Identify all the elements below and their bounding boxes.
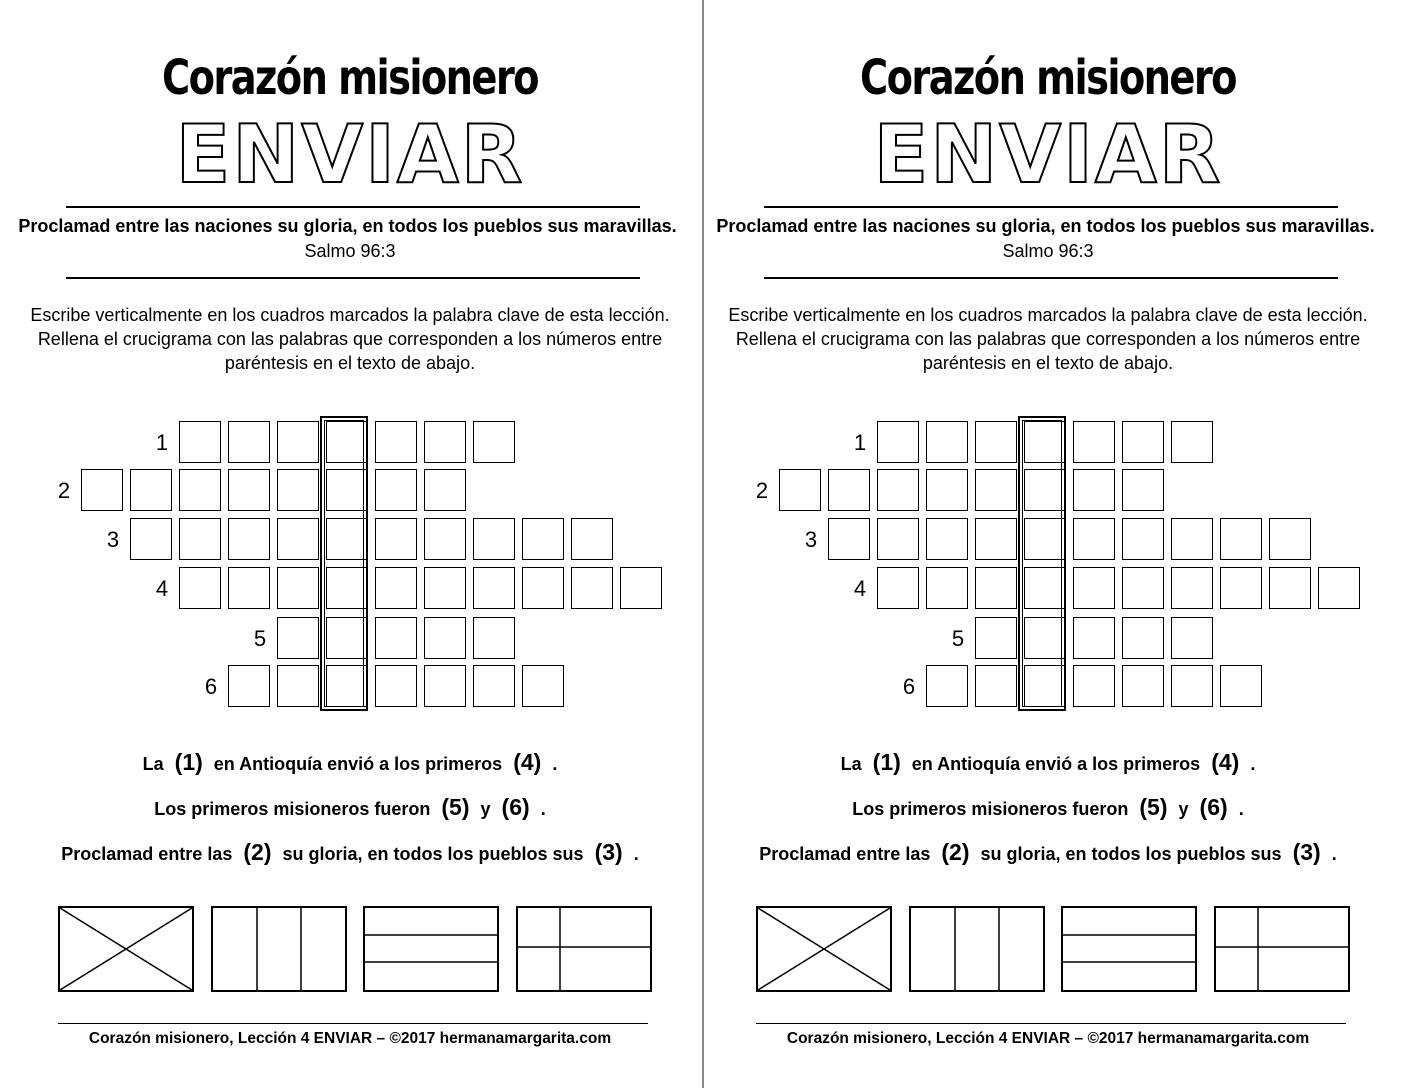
keyword-outline: ENVIAR (175, 108, 525, 201)
crossword-cell[interactable] (828, 469, 870, 511)
instructions-text: Escribe verticalmente en los cuadros marcados la palabra clave de esta lección. Rellena el crucigrama con las palabras que corresponden a los números entre paréntesis en el texto de abajo. (30, 305, 670, 373)
crossword-cell[interactable] (179, 567, 221, 609)
crossword-cell[interactable] (926, 469, 968, 511)
verse-text: Proclamad entre las naciones su gloria, en todos los pueblos sus maravillas. (716, 216, 1375, 236)
crossword-cell[interactable] (1122, 617, 1164, 659)
crossword-cell[interactable] (277, 421, 319, 463)
crossword-cell[interactable] (277, 617, 319, 659)
crossword-cell[interactable] (571, 518, 613, 560)
clue-number: 6 (204, 674, 218, 699)
verse-reference: Salmo 96:3 (1002, 241, 1094, 261)
clue-sentence (698, 749, 1398, 776)
keyword-outline: ENVIAR (873, 108, 1223, 201)
sentence-before: Los primeros misioneros fueron (852, 799, 1129, 819)
sentence-middle: su gloria, en todos los pueblos sus (980, 844, 1282, 864)
sentence-ref1: (1) (872, 749, 901, 775)
crossword-cell[interactable] (975, 421, 1017, 463)
crossword-cell[interactable] (828, 518, 870, 560)
crossword-cell[interactable] (228, 518, 270, 560)
crossword-cell[interactable] (779, 469, 821, 511)
sentence-ref1: (2) (243, 839, 272, 865)
flag-x-cross[interactable] (756, 906, 892, 992)
sentence-after: . (1331, 844, 1337, 864)
clue-number: 5 (253, 626, 267, 651)
clue-sentence (698, 839, 1398, 866)
instructions (0, 303, 700, 375)
crossword-cell[interactable] (975, 567, 1017, 609)
sentence-ref1: (1) (174, 749, 203, 775)
sentence-after: . (1238, 799, 1244, 819)
crossword-cell[interactable] (522, 567, 564, 609)
clue-sentence (0, 839, 700, 866)
sentence-before: Proclamad entre las (759, 844, 931, 864)
crossword-cell[interactable] (375, 421, 417, 463)
crossword-cell[interactable] (179, 518, 221, 560)
crossword-cell[interactable] (926, 567, 968, 609)
footer: Corazón misionero, Lección 4 ENVIAR – ©2017 hermanamargarita.com (786, 1030, 1310, 1047)
sentence-ref2: (4) (513, 749, 542, 775)
footer-rule (756, 1023, 1346, 1024)
crossword-cell[interactable] (375, 617, 417, 659)
sentence-before: Los primeros misioneros fueron (154, 799, 431, 819)
crossword-cell[interactable] (877, 518, 919, 560)
clue-sentence (698, 794, 1398, 821)
crossword-cell[interactable] (277, 518, 319, 560)
crossword-cell[interactable] (975, 518, 1017, 560)
flag-three-horizontal[interactable] (1061, 906, 1197, 992)
crossword-cell[interactable] (1171, 567, 1213, 609)
sentence-before: La (142, 754, 164, 774)
crossword-cell[interactable] (473, 665, 515, 707)
sentence-ref1: (5) (1139, 794, 1168, 820)
clue-number: 2 (755, 478, 769, 503)
crossword-cell[interactable] (1220, 665, 1262, 707)
flag-nordic-cross[interactable] (1214, 906, 1350, 992)
flag-three-horizontal[interactable] (363, 906, 499, 992)
crossword-cell[interactable] (1073, 469, 1115, 511)
clue-number: 5 (951, 626, 965, 651)
crossword-cell[interactable] (1073, 421, 1115, 463)
sentence-ref2: (3) (1292, 839, 1321, 865)
crossword-cell[interactable] (277, 665, 319, 707)
instructions (698, 303, 1398, 375)
verse-reference: Salmo 96:3 (304, 241, 396, 261)
crossword-cell[interactable] (473, 518, 515, 560)
crossword-cell[interactable] (1318, 567, 1360, 609)
verse (0, 214, 700, 264)
crossword-cell[interactable] (228, 567, 270, 609)
crossword-cell[interactable] (1171, 518, 1213, 560)
instructions-text: Escribe verticalmente en los cuadros marcados la palabra clave de esta lección. Rellena el crucigrama con las palabras que corresponden a los números entre paréntesis en el texto de abajo. (728, 305, 1368, 373)
footer-rule (58, 1023, 648, 1024)
crossword-cell[interactable] (228, 469, 270, 511)
sentence-ref1: (2) (941, 839, 970, 865)
rule-top (764, 206, 1338, 208)
crossword-cell[interactable] (375, 567, 417, 609)
crossword-cell[interactable] (926, 518, 968, 560)
crossword-cell[interactable] (130, 518, 172, 560)
crossword-cell[interactable] (1122, 567, 1164, 609)
clue-sentence (0, 749, 700, 776)
sentence-middle: su gloria, en todos los pueblos sus (282, 844, 584, 864)
clue-number: 6 (902, 674, 916, 699)
crossword-cell[interactable] (228, 665, 270, 707)
worksheet-title: Corazón misionero (860, 50, 1236, 106)
sentence-middle: y (1178, 799, 1189, 819)
crossword-cell[interactable] (375, 469, 417, 511)
sentence-after: . (1250, 754, 1256, 774)
sentence-ref2: (4) (1211, 749, 1240, 775)
crossword-cell[interactable] (877, 469, 919, 511)
crossword-cell[interactable] (1171, 421, 1213, 463)
clue-number: 1 (155, 430, 169, 455)
crossword-cell[interactable] (228, 421, 270, 463)
crossword-cell[interactable] (277, 469, 319, 511)
crossword-cell[interactable] (877, 421, 919, 463)
sentence-middle: en Antioquía envió a los primeros (213, 754, 503, 774)
sentence-middle: en Antioquía envió a los primeros (911, 754, 1201, 774)
crossword-cell[interactable] (179, 469, 221, 511)
worksheet-page-2 (698, 0, 1398, 1088)
sentence-ref1: (5) (441, 794, 470, 820)
crossword-cell[interactable] (1073, 567, 1115, 609)
crossword-cell[interactable] (522, 665, 564, 707)
sentence-after: . (633, 844, 639, 864)
keyword-column (1018, 416, 1066, 711)
clue-number: 3 (106, 527, 120, 552)
crossword-cell[interactable] (424, 665, 466, 707)
crossword-cell[interactable] (571, 567, 613, 609)
flag-three-vertical[interactable] (211, 906, 347, 992)
rule-top (66, 206, 640, 208)
crossword-cell[interactable] (1171, 617, 1213, 659)
clue-number: 3 (804, 527, 818, 552)
crossword-cell[interactable] (975, 665, 1017, 707)
crossword-cell[interactable] (926, 665, 968, 707)
rule-bottom (66, 277, 640, 279)
crossword-cell[interactable] (975, 617, 1017, 659)
flag-nordic-cross[interactable] (516, 906, 652, 992)
crossword-cell[interactable] (473, 567, 515, 609)
crossword-cell[interactable] (1220, 567, 1262, 609)
crossword-cell[interactable] (81, 469, 123, 511)
crossword-cell[interactable] (375, 665, 417, 707)
crossword-cell[interactable] (1122, 665, 1164, 707)
crossword-cell[interactable] (473, 617, 515, 659)
crossword-cell[interactable] (424, 567, 466, 609)
crossword-cell[interactable] (1122, 518, 1164, 560)
crossword-cell[interactable] (375, 518, 417, 560)
crossword-cell[interactable] (522, 518, 564, 560)
crossword-cell[interactable] (1073, 518, 1115, 560)
crossword-cell[interactable] (1073, 617, 1115, 659)
keyword-column (320, 416, 368, 711)
crossword-cell[interactable] (424, 469, 466, 511)
crossword-cell[interactable] (1220, 518, 1262, 560)
crossword-cell[interactable] (1073, 665, 1115, 707)
verse-text: Proclamad entre las naciones su gloria, en todos los pueblos sus maravillas. (18, 216, 677, 236)
clue-number: 2 (57, 478, 71, 503)
sentence-middle: y (480, 799, 491, 819)
sentence-ref2: (6) (1199, 794, 1228, 820)
crossword-cell[interactable] (277, 567, 319, 609)
sentence-ref2: (6) (501, 794, 530, 820)
crossword-cell[interactable] (620, 567, 662, 609)
sentence-after: . (540, 799, 546, 819)
clue-number: 1 (853, 430, 867, 455)
crossword-cell[interactable] (130, 469, 172, 511)
crossword-cell[interactable] (1122, 421, 1164, 463)
crossword-cell[interactable] (424, 421, 466, 463)
crossword-cell[interactable] (877, 567, 919, 609)
clue-number: 4 (155, 576, 169, 601)
crossword-cell[interactable] (975, 469, 1017, 511)
sentence-before: La (840, 754, 862, 774)
crossword-cell[interactable] (1171, 665, 1213, 707)
crossword-cell[interactable] (424, 518, 466, 560)
sentence-after: . (552, 754, 558, 774)
crossword-cell[interactable] (179, 421, 221, 463)
crossword-cell[interactable] (1269, 567, 1311, 609)
worksheet-title: Corazón misionero (162, 50, 538, 106)
flag-x-cross[interactable] (58, 906, 194, 992)
sentence-before: Proclamad entre las (61, 844, 233, 864)
crossword-cell[interactable] (424, 617, 466, 659)
clue-sentence (0, 794, 700, 821)
crossword-cell[interactable] (1122, 469, 1164, 511)
crossword-cell[interactable] (926, 421, 968, 463)
flag-three-vertical[interactable] (909, 906, 1045, 992)
crossword-cell[interactable] (473, 421, 515, 463)
crossword-cell[interactable] (1269, 518, 1311, 560)
verse (698, 214, 1398, 264)
clue-number: 4 (853, 576, 867, 601)
worksheet-page-1 (0, 0, 700, 1088)
rule-bottom (764, 277, 1338, 279)
footer: Corazón misionero, Lección 4 ENVIAR – ©2017 hermanamargarita.com (88, 1030, 612, 1047)
sentence-ref2: (3) (594, 839, 623, 865)
